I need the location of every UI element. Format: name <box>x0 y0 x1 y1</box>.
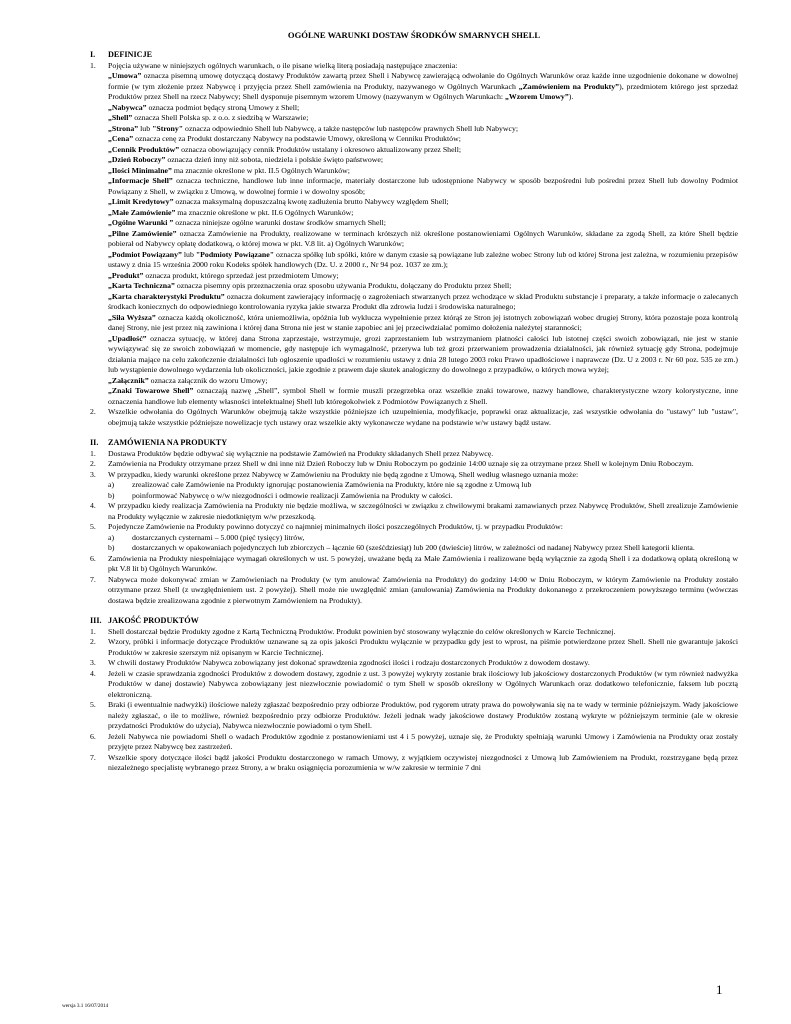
definition-text: ), przedmiotem którego jest sprzedaż Produktów przez Shell na rzecz Nabywcy; Shell dysponuje pisemnym wzorem Umowy (nazywanym w Ogólnych Warunkach: <box>108 81 738 101</box>
definition-text: oznacza dzień inny niż sobota, niedziela i polskie święto państwowe; <box>165 155 383 164</box>
definition-text: oznacza obowiązujący cennik Produktów ustalany i okresowo aktualizowany przez Shell; <box>179 144 462 154</box>
clause <box>90 522 738 533</box>
clause-number: 1. <box>90 626 96 636</box>
clause <box>90 700 738 732</box>
defined-term: „Strona” <box>108 123 139 133</box>
sub-clause <box>108 533 738 544</box>
defined-term: „Cena” <box>108 134 134 143</box>
clause <box>90 470 738 481</box>
document-title: OGÓLNE WARUNKI DOSTAW ŚRODKÓW SMARNYCH SHELL <box>287 30 541 40</box>
defined-term: „Pilne Zamówienie” <box>108 228 177 238</box>
definition-entry <box>108 134 738 145</box>
definition-entry <box>108 197 738 208</box>
clause-number: 6. <box>90 731 96 741</box>
sub-clause <box>108 480 738 491</box>
clause <box>90 449 738 460</box>
clause-text: W chwili dostawy Produktów Nabywca zobowiązany jest dokonać sprawdzenia zgodności ilości i rodzaju dostarczonych Produktów z dowodem dostawy. <box>108 658 590 667</box>
clause <box>90 753 738 774</box>
sub-clause-letter: a) <box>108 532 115 542</box>
clause <box>90 407 738 428</box>
clause-text: W przypadku kiedy realizacja Zamówienia na Produkty nie będzie możliwa, w szczególności w związku z chwilowymi brakami zamawianych przez Nabywcę Produktów, Shell zrealizuje Zamówienie na Produkty wyłącznie w zakresie niedotkniętym w/w przeszkodą. <box>108 501 738 521</box>
clause-number: 5. <box>90 522 96 531</box>
definition-entry <box>108 386 738 407</box>
clause-text: Dostawa Produktów będzie odbywać się wyłącznie na podstawie Zamówień na Produkty składanych Shell przez Nabywcę. <box>108 448 494 458</box>
definitions-list <box>108 71 738 407</box>
definition-entry <box>108 281 738 292</box>
defined-term: "Strony" <box>152 123 184 133</box>
clause-number: 7. <box>90 574 96 584</box>
clause-text: Nabywca może dokonywać zmian w Zamówieniach na Produkty (w tym anulować Zamówienia na Produkty) do godziny 14:00 w Dniu Roboczym, w którym Zamówienie na Produkty zostało otrzymane przez Shell (z uwzględnieniem ust. 2 powyżej). Shell może nie uwzględnić zmian (anulowania) Zamówienia na Produkty dokonanego z przekroczeniem powyższego terminu (wówczas dostawa będzie zrealizowana zgodnie z pierwotnym Zamówieniem na Produkty). <box>108 574 738 605</box>
clause-number: 3. <box>90 469 96 479</box>
sub-clause-text: poinformować Nabywcę o w/w niezgodności i odmowie realizacji Zamówienia na Produkty w całości. <box>132 490 453 500</box>
clause <box>90 501 738 522</box>
clause <box>90 627 738 638</box>
sub-clause-letter: b) <box>108 490 115 500</box>
clause-number: 5. <box>90 700 96 709</box>
clause-text: Jeżeli w czasie sprawdzania zgodności Produktów z dowodem dostawy, zgodnie z ust. 3 powyżej wykryty zostanie brak ilościowy lub jakościowy dostarczonych Produktów (w tym również nadwyżka Produktów w danej dostawie) Nabywca zobowiązany jest niezwłocznie powiadomić o tym Shell w sposób określony w Ogólnych Warunkach oraz dodatkowo telefonicznie, faksem lub pocztą elektroniczną. <box>108 668 738 699</box>
definition-entry <box>108 292 738 313</box>
section-definitions-heading <box>90 50 738 61</box>
clause-text: Pojedyncze Zamówienie na Produkty powinno dotyczyć co najmniej minimalnych ilości poszczególnych Produktów, tj. w przypadku Produktów: <box>108 522 563 531</box>
clause <box>90 669 738 701</box>
definition-entry <box>108 145 738 156</box>
clause-text: Zamówienia na Produkty otrzymane przez Shell w dni inne niż Dzień Roboczy lub w Dniu Roboczym po godzinie 14:00 uznaje się za otrzymane przez Shell w kolejnym Dniu Roboczym. <box>108 459 694 468</box>
definition-entry <box>108 113 738 124</box>
clause <box>90 554 738 575</box>
definition-text: ma znacznie określone w pkt. II.6 Ogólnych Warunków; <box>175 207 354 217</box>
defined-term: „Upadłość” <box>108 333 147 343</box>
definition-text: oznacza cenę za Produkt dostarczany Nabywcy na podstawie Umowy, określoną w Cenniku Produktów; <box>133 134 461 143</box>
definition-text: oznacza Shell Polska sp. z o.o. z siedzibą w Warszawie; <box>132 113 309 122</box>
clause-text: W przypadku, kiedy warunki określone przez Nabywcę w Zamówieniu na Produkty nie będą zgodne z Umową, Shell według własnego uznania może: <box>108 469 579 479</box>
defined-term: „Cennik Produktów” <box>108 144 180 154</box>
defined-term: „Produkt” <box>108 270 144 280</box>
definition-entry <box>108 334 738 376</box>
definition-text: oznacza spółkę lub spółki, które w danym czasie są powiązane lub zależne wobec Strony lub od której Strona jest zależna, w rozumieniu przepisów ustawy z dnia 15 września 2000 roku Kodeks spółek handlowych (Dz. U. z 2000 r., Nr 94 poz. 1037 ze zm.); <box>108 249 738 269</box>
section-number: III. <box>90 616 102 625</box>
definition-text: oznacza produkt, którego sprzedaż jest przedmiotem Umowy; <box>143 270 339 280</box>
clause-text: Wszelkie odwołania do Ogólnych Warunków obejmują także wszystkie późniejsze ich uzupełnienia, modyfikacje, poprawki oraz aktualizacje, zaś wszystkie odwołania do "ustawy" lub "ustaw", obejmują także wszystkie późniejsze nowelizacje tych ustawy oraz wszelkie akty wykonawcze wydane na podstawie w/w ustawy bądź ustaw. <box>108 407 738 427</box>
clause <box>90 575 738 607</box>
section-title: JAKOŚĆ PRODUKTÓW <box>108 616 199 625</box>
clause-number: 1. <box>90 60 96 70</box>
definition-text: oznacza pisemny opis przeznaczenia oraz sposobu używania Produktu, dołączany do Produktu przez Shell; <box>174 281 512 290</box>
sub-clause-text: dostarczanych w opakowaniach pojedynczych lub zbiorczych – łącznie 60 (sześćdziesiąt) lub 200 (dwieście) litrów, w zależności od nadanej Nabywcy przez Shell kategorii klienta. <box>132 543 695 552</box>
definition-text: oznacza maksymalną dopuszczalną kwotę zadłużenia brutto Nabywcy względem Shell; <box>173 197 449 206</box>
clause-group <box>90 449 738 481</box>
defined-term: „Informacje Shell” <box>108 176 173 185</box>
defined-term: „Siła Wyższa” <box>108 312 156 322</box>
section-orders-heading <box>90 438 738 449</box>
definition-text: oznaczają nazwę „Shell”, symbol Shell w formie muszli przegrzebka oraz wszelkie znaki towarowe, nazwy handlowe, charakterystyczne wzory kolorystyczne, inne oznaczenia handlowe lub elementy własności intelektualnej Shell lub któregokolwiek z Podmiotów Powiązanych z Shell. <box>108 386 738 406</box>
section-number: II. <box>90 438 99 447</box>
defined-term: „Znaki Towarowe Shell” <box>108 386 194 395</box>
definition-entry <box>108 176 738 197</box>
clause-text: Pojęcia używane w niniejszych ogólnych warunkach, o ile pisane wielką literą posiadają następujące znaczenia: <box>108 60 458 70</box>
clause-number: 2. <box>90 637 96 646</box>
clause <box>90 61 738 72</box>
clause-number: 6. <box>90 553 96 563</box>
section-title: ZAMÓWIENIA NA PRODUKTY <box>108 438 228 447</box>
document-page <box>90 30 738 774</box>
definition-text: ). <box>568 92 574 101</box>
definition-text: oznacza każdą okoliczność, która uniemożliwia, opóźnia lub wyklucza wypełnienie przez którąś ze Stron jej istotnych zobowiązań wobec drugiej Strony, która pozostaje poza kontrolą danej Strony, nie jest przez nią zawiniona i której dana Strona nie jest w stanie zapobiec ani jej przeciwdziałać pomimo dołożenia należytej staranności; <box>108 312 739 332</box>
definition-text: lub <box>138 123 153 133</box>
sub-clause-group <box>90 480 738 501</box>
version-label: wersja 3.1 16/07/2014 <box>62 1003 109 1009</box>
clause-text: Wzory, próbki i informacje dotyczące Produktów uznawane są za opis jakości Produktu wyłącznie w przypadku gdy jest to wprost, na piśmie potwierdzone przez Shell. Shell nie gwarantuje jakości Produktów w zakresie szerszym niż opisanym w Karcie Technicznej. <box>108 637 738 657</box>
definition-text: oznacza techniczne, handlowe lub inne informacje, materiały dostarczone lub udostępnione Nabywcy w sposób bezpośredni lub pośredni przez Shell lub dowolny Podmiot Powiązany z Shell, w związku z Umową, w dowolnej formie i w dowolny sposób; <box>108 176 739 196</box>
defined-term: „Załącznik” <box>108 375 149 385</box>
defined-term: „Dzień Roboczy” <box>108 155 166 164</box>
defined-term: „Małe Zamówienie” <box>108 207 176 217</box>
definition-entry <box>108 155 738 166</box>
defined-term: „Podmiot Powiązany” <box>108 249 182 259</box>
definition-text: ma znacznie określone w pkt. II.5 Ogólnych Warunków; <box>171 165 350 175</box>
clause-number: 7. <box>90 752 96 762</box>
sub-clause-text: dostarczanych cysternami – 5.000 (pięć tysięcy) litrów, <box>132 532 305 542</box>
clause <box>90 732 738 753</box>
clause-text: Shell dostarczał będzie Produkty zgodne z Kartą Techniczną Produktów. Produkt powinien być stosowany wyłącznie do celów określonych w Karcie Technicznej. <box>108 626 616 636</box>
sub-clause <box>108 543 738 554</box>
defined-term: „Karta Techniczna” <box>108 281 175 290</box>
definition-text: oznacza dokument zawierający informację o zagrożeniach stwarzanych przez wchodzące w skład Produktu substancje i preparaty, a także informacje o zalecanych środkach koniecznych do odpowiedniego kontrolowania ryzyka jakie stwarza Produkt dla zdrowia ludzi i środowiska naturalnego; <box>108 291 739 311</box>
clause-group <box>90 501 738 533</box>
sub-clause-letter: a) <box>108 480 115 489</box>
definition-entry <box>108 103 738 114</box>
definition-entry <box>108 271 738 282</box>
sub-clause-text: zrealizować całe Zamówienie na Produkty ignorując postanowienia Zamówienia na Produkty, które nie są zgodne z Umową lub <box>132 480 532 489</box>
sub-clause <box>108 491 738 502</box>
definition-text: oznacza załącznik do wzoru Umowy; <box>148 375 268 385</box>
section-number: I. <box>90 50 96 59</box>
clause <box>90 459 738 470</box>
definition-entry <box>108 71 738 103</box>
clause-number: 2. <box>90 459 96 468</box>
clause-text: Braki (i ewentualnie nadwyżki) ilościowe należy zgłaszać bezpośrednio przy odbiorze Produktów, pod rygorem utraty prawa do powoływania się na te wady w terminie późniejszym. Wady jakościowe należy zgłaszać, o ile to możliwe, również bezpośrednio przy odbiorze Produktów. Jeżeli jednak wady jakościowe dostawy Produktów zostaną wykryte w późniejszym terminie (ale w okresie przydatności Produktów do użycia), Nabywca niezwłocznie powiadomi o tym Shell. <box>108 700 738 730</box>
section-quality-heading <box>90 616 738 627</box>
clause-group <box>90 554 738 607</box>
section-title: DEFINICJE <box>108 50 153 59</box>
page-number: 1 <box>716 982 723 997</box>
definition-text: oznacza sytuację, w której dana Strona zaprzestaje, wstrzymuje, grozi zaprzestaniem lub wstrzymaniem płatności całości lub istotnej części swoich zobowiązań, nie jest w stanie wywiązywać się ze swoich zobowiązań w momencie, gdy następuje ich wymagalność, przerywa lub też grozi przerwaniem prowadzenia działalności, jak również sytuację gdy Strona, podejmuje działania mające na celu zakończenie działalności lub ogłoszenie upadłości w rozumieniu ustawy z dnia 28 lutego 2003 roku Prawo upadłościowe i naprawcze (Dz. U z 2003 r. Nr 60 poz. 535 ze zm.) lub wystąpienie dowolnego wydarzenia lub okoliczności, jakie zgodnie z prawem daje skutek analogiczny do dowolnego z przypadków, o których mowa wyżej; <box>108 333 738 374</box>
definition-text: oznacza Zamówienie na Produkty, realizowane w terminach krótszych niż określone postanowieniami Ogólnych Warunków, składane za zgodą Shell, za które Shell będzie pobierał od Nabywcy opłatę dodatkową, o której mowa w pkt. V.8 lit. a) Ogólnych Warunków; <box>108 228 738 248</box>
defined-term: „Shell” <box>108 113 133 122</box>
defined-term: „Karta charakterystyki Produktu” <box>108 291 225 301</box>
clause <box>90 637 738 658</box>
definition-text: oznacza podmiot będący stroną Umowy z Shell; <box>146 102 300 112</box>
definition-text: lub <box>181 249 196 259</box>
defined-term: „Wzorem Umowy” <box>505 92 569 101</box>
definition-text: oznacza odpowiednio Shell lub Nabywcę, a także następców lub następców prawnych Shell lub Nabywcy; <box>183 123 519 133</box>
clause-text: Wszelkie spory dotyczące ilości bądź jakości Produktu dostarczonego w ramach Umowy, z wyjątkiem oczywistej niezgodności z Umową lub Zamówieniem na Produkt, rozstrzygane będą przez niezależnego specjalistę wybranego przez Strony, a w braku osiągnięcia porozumienia w w/w zakresie w terminie 7 dni <box>108 752 738 772</box>
defined-term: „Nabywca” <box>108 102 147 112</box>
defined-term: „Umowa” <box>108 71 142 80</box>
definition-entry <box>108 250 738 271</box>
clause-number: 4. <box>90 668 96 678</box>
definition-entry <box>108 313 738 334</box>
clause-text: Jeżeli Nabywca nie powiadomi Shell o wadach Produktów zgodnie z postanowieniami ust 4 i 5 powyżej, uznaje się, że Produkty spełniają warunki Umowy i Zamówienia na Produkty oraz zostały przyjęte przez Nabywcę bez zastrzeżeń. <box>108 731 738 751</box>
clause-number: 3. <box>90 658 96 667</box>
defined-term: „Ogólne Warunki ” <box>108 218 174 227</box>
definition-entry <box>108 208 738 219</box>
defined-term: „Zamówieniem na Produkty” <box>518 81 620 91</box>
definition-text: oznacza pisemną umowę dotyczącą dostawy Produktów zawartą przez Shell i Nabywcę zawierającą odwołanie do Ogólnych Warunków oraz każde inne uzgodnienie dokonane w dowolnej formie (w tym złożenie przez Nabywcę i przyjęcia przez Shell zamówienia na Produkty, nazywanego w Ogólnych Warunkach <box>108 71 738 91</box>
defined-term: "Podmioty Powiązane" <box>195 249 275 259</box>
definition-entry <box>108 166 738 177</box>
sub-clause-group <box>90 533 738 554</box>
definition-entry <box>108 218 738 229</box>
clause-number: 4. <box>90 501 96 510</box>
clause-group <box>90 627 738 774</box>
definition-entry <box>108 229 738 250</box>
definition-text: oznacza niniejsze ogólne warunki dostaw środków smarnych Shell; <box>173 218 386 227</box>
clause-number: 2. <box>90 407 96 416</box>
defined-term: „Limit Kredytowy” <box>108 197 174 206</box>
clause-text: Zamówienia na Produkty niespełniające wymagań określonych w ust. 5 powyżej, uważane będą za Małe Zamówienia i realizowane będą wyłącznie za zgodą Shell i za dodatkową opłatą określoną w pkt V.8 lit b) Ogólnych Warunków. <box>108 553 738 573</box>
definition-entry <box>108 124 738 135</box>
clause-number: 1. <box>90 448 96 458</box>
defined-term: „Ilości Minimalne” <box>108 165 172 175</box>
definition-entry <box>108 376 738 387</box>
clause <box>90 658 738 669</box>
sub-clause-letter: b) <box>108 543 115 552</box>
